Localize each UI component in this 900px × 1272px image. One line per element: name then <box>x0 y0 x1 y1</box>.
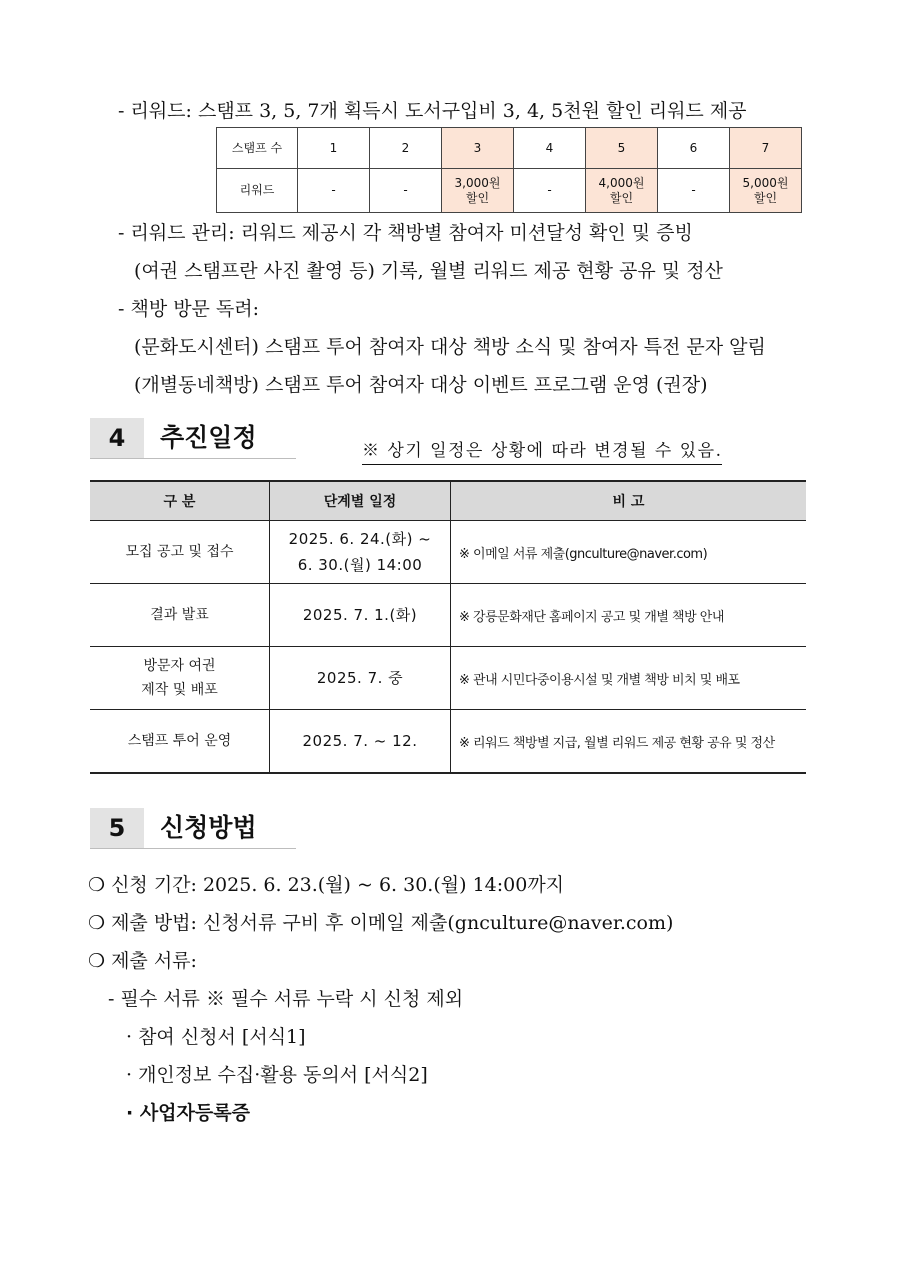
doc-item: · 개인정보 수집·활용 동의서 [서식2] <box>126 1064 428 1086</box>
section-rule <box>90 848 296 849</box>
section-title: 신청방법 <box>160 813 257 842</box>
stamp-count-cell: 5 <box>586 128 658 169</box>
stamp-count-cell: 3 <box>442 128 514 169</box>
schedule-table <box>90 480 806 774</box>
date-cell: 2025. 7. ~ 12. <box>270 710 451 774</box>
column-header: 비 고 <box>451 481 807 521</box>
table-row <box>90 521 806 584</box>
remark-cell: ※ 관내 시민다중이용시설 및 개별 책방 비치 및 배포 <box>451 647 807 710</box>
reward-cell: - <box>514 169 586 213</box>
table-row <box>90 647 806 710</box>
reward-cell: - <box>370 169 442 213</box>
stage-cell: 모집 공고 및 접수 <box>90 521 270 584</box>
visit-encourage-line: - 책방 방문 독려: <box>118 298 260 320</box>
stamp-count-cell: 1 <box>298 128 370 169</box>
reward-row <box>217 169 802 213</box>
schedule-header-row <box>90 481 806 521</box>
apply-period-item: ❍ 신청 기간: 2025. 6. 23.(월) ~ 6. 30.(월) 14:00까지 <box>88 874 565 896</box>
date-cell: 2025. 7. 중 <box>270 647 451 710</box>
section-title: 추진일정 <box>160 423 257 452</box>
remark-cell: ※ 리워드 책방별 지급, 월별 리워드 제공 현황 공유 및 정산 <box>451 710 807 774</box>
visit-sub-line: (문화도시센터) 스탬프 투어 참여자 대상 책방 소식 및 참여자 특전 문자 알림 <box>134 336 766 358</box>
stamp-count-cell: 6 <box>658 128 730 169</box>
reward-cell: 5,000원 할인 <box>730 169 802 213</box>
column-header: 단계별 일정 <box>270 481 451 521</box>
reward-cell: 4,000원 할인 <box>586 169 658 213</box>
stamp-count-cell: 7 <box>730 128 802 169</box>
reward-line: - 리워드: 스탬프 3, 5, 7개 획득시 도서구입비 3, 4, 5천원 할인 리워드 제공 <box>118 100 747 122</box>
required-docs-line: - 필수 서류 ※ 필수 서류 누락 시 신청 제외 <box>108 988 464 1010</box>
date-cell: 2025. 7. 1.(화) <box>270 584 451 647</box>
remark-cell: ※ 이메일 서류 제출(gnculture@naver.com) <box>451 521 807 584</box>
stage-cell: 스탬프 투어 운영 <box>90 710 270 774</box>
date-cell: 2025. 6. 24.(화) ~ 6. 30.(월) 14:00 <box>270 521 451 584</box>
table-row <box>90 584 806 647</box>
section-5-header <box>90 808 296 848</box>
stage-cell: 방문자 여권 제작 및 배포 <box>90 647 270 710</box>
visit-sub-line: (개별동네책방) 스탬프 투어 참여자 대상 이벤트 프로그램 운영 (권장) <box>134 374 708 396</box>
reward-cell: - <box>298 169 370 213</box>
reward-cell: 3,000원 할인 <box>442 169 514 213</box>
section-4-header <box>90 418 296 458</box>
column-header: 구 분 <box>90 481 270 521</box>
submit-method-item: ❍ 제출 방법: 신청서류 구비 후 이메일 제출(gnculture@naver.com) <box>88 912 674 934</box>
stamp-reward-table <box>216 127 802 213</box>
stamp-count-cell: 4 <box>514 128 586 169</box>
stage-cell: 결과 발표 <box>90 584 270 647</box>
remark-cell: ※ 강릉문화재단 홈페이지 공고 및 개별 책방 안내 <box>451 584 807 647</box>
reward-manage-line-cont: (여권 스탬프란 사진 촬영 등) 기록, 월별 리워드 제공 현황 공유 및 정산 <box>134 260 723 282</box>
stamp-count-cell: 2 <box>370 128 442 169</box>
stamp-count-row <box>217 128 802 169</box>
section-number: 5 <box>90 808 144 848</box>
schedule-note: ※ 상기 일정은 상황에 따라 변경될 수 있음. <box>362 436 722 465</box>
reward-header: 리워드 <box>217 169 298 213</box>
doc-item: · 사업자등록증 <box>126 1102 250 1124</box>
section-number: 4 <box>90 418 144 458</box>
doc-item: · 참여 신청서 [서식1] <box>126 1026 306 1048</box>
table-row <box>90 710 806 774</box>
stamp-count-header: 스탬프 수 <box>217 128 298 169</box>
reward-cell: - <box>658 169 730 213</box>
reward-manage-line: - 리워드 관리: 리워드 제공시 각 책방별 참여자 미션달성 확인 및 증빙 <box>118 222 693 244</box>
submit-docs-item: ❍ 제출 서류: <box>88 950 197 972</box>
section-rule <box>90 458 296 459</box>
